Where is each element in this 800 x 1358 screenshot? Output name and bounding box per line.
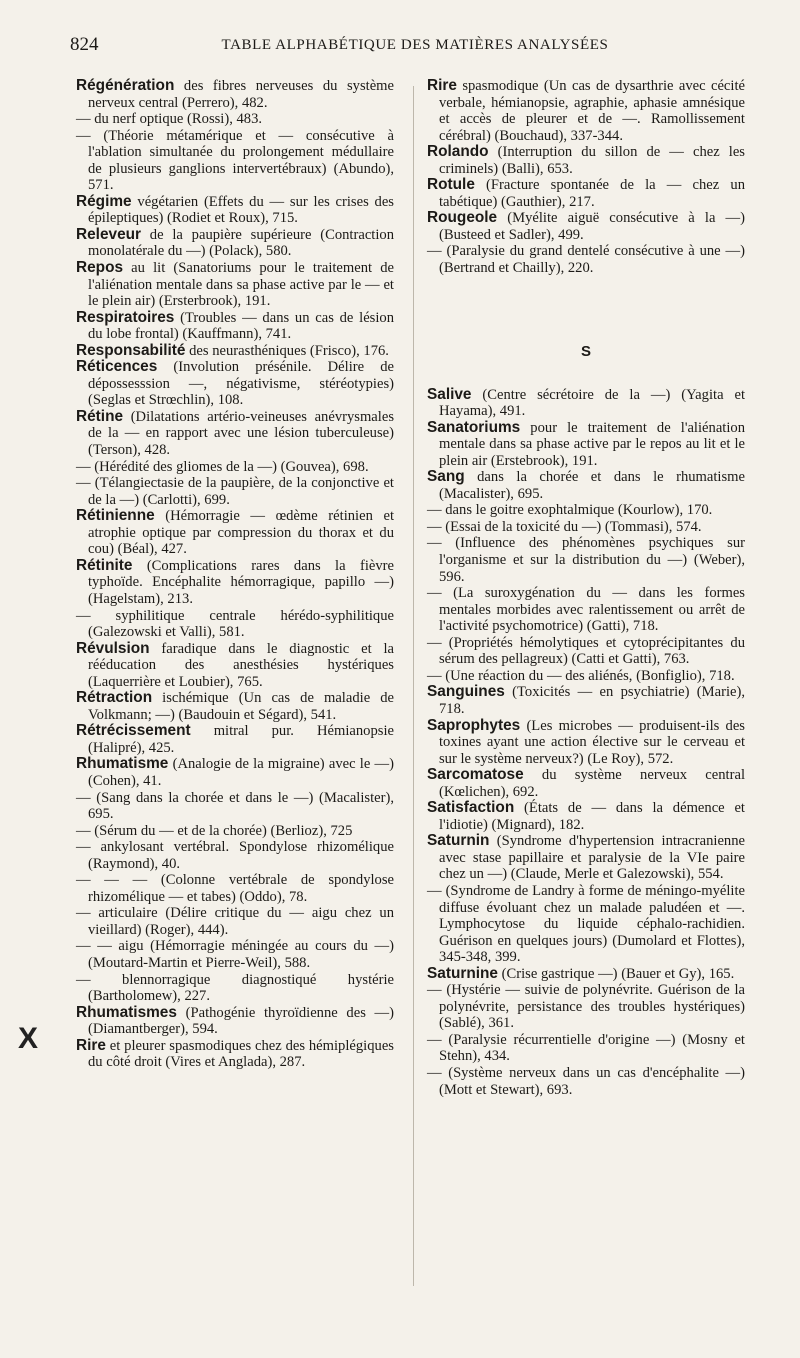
index-entry <box>427 243 745 276</box>
entry-headword: Rétinienne <box>76 507 155 525</box>
index-entry <box>76 459 394 476</box>
entry-text: et pleurer spasmodiques chez des hémiplégiques du côté droit (Vires et Anglada), 287. <box>88 1037 394 1071</box>
entry-text: faradique dans le diagnostic et la rééducation des anesthésies hystériques (Laquerrière et Loubier), 765. <box>88 640 394 690</box>
entry-text: — (Propriétés hémolytiques et cytoprécipitantes du sérum des pellagreux) (Catti et Gatti), 763. <box>427 634 745 668</box>
index-entry <box>427 966 745 983</box>
index-entries-r <box>427 78 745 277</box>
right-column <box>427 78 745 1098</box>
entry-headword: Rire <box>427 77 457 94</box>
entry-text: (Interruption du sillon de — chez les criminels) (Balli), 653. <box>439 144 745 177</box>
entry-headword: Révulsion <box>76 639 150 657</box>
entry-text: dans la chorée et dans le rhumatisme (Macalister), 695. <box>439 469 745 502</box>
entry-text: — dans le goitre exophtalmique (Kourlow), 170. <box>427 502 713 519</box>
entry-headword: Sang <box>427 468 465 486</box>
entry-text: (Hémorragie — œdème rétinien et atrophie optique par compression du thorax et du cou) (Béal), 427. <box>88 508 394 558</box>
index-entry <box>427 718 745 768</box>
entry-text: (Toxicités — en psychiatrie) (Marie), 718. <box>439 684 745 717</box>
entry-text: — — — (Colonne vertébrale de spondylose rhizomélique — et tabes) (Oddo), 78. <box>76 872 394 905</box>
entry-text: (Troubles — dans un cas de lésion du lobe frontal) (Kauffmann), 741. <box>88 309 394 343</box>
entry-text: (Syndrome d'hypertension intracranienne avec stase papillaire et paralysie de la VIe paire chez un —) (Claude, Merle et Galezowski), 554. <box>439 833 745 883</box>
index-entry <box>427 535 745 585</box>
index-entry <box>427 1032 745 1065</box>
index-entry <box>76 823 394 840</box>
index-entry <box>427 78 745 144</box>
column-divider <box>413 86 414 1286</box>
entry-text: du système nerveux central (Kœlichen), 692. <box>439 767 745 800</box>
entry-text: — (Télangiectasie de la paupière, de la conjonctive et de la —) (Carlotti), 699. <box>76 475 394 508</box>
index-entry <box>76 260 394 310</box>
index-entry <box>427 177 745 210</box>
entry-headword: Responsabilité <box>76 341 186 359</box>
index-entry <box>76 558 394 608</box>
entry-headword: Rétrécissement <box>76 722 191 740</box>
index-entry <box>427 420 745 470</box>
entry-text: — (Hérédité des gliomes de la —) (Gouvea), 698. <box>76 458 369 475</box>
index-entry <box>427 635 745 668</box>
index-entry <box>76 905 394 938</box>
index-entry <box>427 387 745 420</box>
margin-annotation: X <box>18 1022 39 1055</box>
entry-headword: Saprophytes <box>427 716 521 734</box>
section-letter: S <box>580 342 591 360</box>
entry-text: (Analogie de la migraine) avec le —) (Cohen), 41. <box>88 756 394 789</box>
index-entry <box>427 1065 745 1098</box>
index-entry <box>76 690 394 723</box>
index-entry <box>76 343 394 360</box>
index-entry <box>76 359 394 409</box>
entry-text: — (Paralysie récurrentielle d'origine —) (Mosny et Stehn), 434. <box>427 1031 745 1065</box>
entry-headword: Régénération <box>76 77 175 94</box>
index-entry <box>76 310 394 343</box>
index-entry <box>427 883 745 966</box>
entry-headword: Rotule <box>427 176 475 194</box>
entry-headword: Rétinite <box>76 556 133 574</box>
index-entry <box>427 469 745 502</box>
entry-text: — (La suroxygénation du — dans les formes mentales morbides avec ralentissement ou arrêt de l'activité psychomotrice) (Gatti), 718. <box>427 585 745 635</box>
entry-text: — (Théorie métamérique et — consécutive à l'ablation simultanée du prolongement médullaire de plusieurs ganglions intervertébraux) (Abundo), 571. <box>76 127 394 194</box>
index-entry <box>76 508 394 558</box>
index-entry <box>76 475 394 508</box>
entry-text: des fibres nerveuses du système nerveux central (Perrero), 482. <box>88 78 394 111</box>
index-entry <box>76 1038 394 1071</box>
entry-text: — articulaire (Délire critique du — aigu chez un vieillard) (Roger), 444). <box>76 905 394 938</box>
index-entry <box>76 938 394 971</box>
index-entry <box>76 790 394 823</box>
entry-headword: Rougeole <box>427 209 498 227</box>
entry-text: — (Sérum du — et de la chorée) (Berlioz), 725 <box>76 822 353 839</box>
entry-text: — (Une réaction du — des aliénés, (Bonfiglio), 718. <box>427 667 735 684</box>
entry-text: (Fracture spontanée de la — chez un tabétique) (Gauthier), 217. <box>439 177 745 210</box>
entry-text: (Myélite aiguë consécutive à la —) (Busteed et Sadler), 499. <box>439 210 745 243</box>
entry-text: (Involution présénile. Délire de dépossesssion —, négativisme, stéréotypies) (Seglas et Strœchlin), 108. <box>88 359 394 409</box>
index-entry <box>427 684 745 717</box>
page-number: 824 <box>70 34 99 55</box>
entry-text: végétarien (Effets du — sur les crises des épileptiques) (Rodiet et Roux), 715. <box>88 193 394 227</box>
index-entry <box>76 972 394 1005</box>
index-entry <box>76 756 394 789</box>
entry-headword: Rétine <box>76 407 124 425</box>
entry-text: (États de — dans la démence et l'idiotie) (Mignard), 182. <box>439 800 745 833</box>
entry-headword: Saturnine <box>427 964 498 982</box>
entry-text: ischémique (Un cas de maladie de Volkmann; —) (Baudouin et Ségard), 541. <box>88 690 394 723</box>
index-entry <box>76 641 394 691</box>
entry-text: mitral pur. Hémianopsie (Halipré), 425. <box>88 723 394 756</box>
entry-text: (Complications rares dans la fièvre typhoïde. Encéphalite hémorragique, papillo —) (Hagelstam), 213. <box>88 557 394 607</box>
entry-text: — (Essai de la toxicité du —) (Tommasi), 574. <box>427 518 702 535</box>
index-entry <box>76 227 394 260</box>
index-entry <box>427 585 745 635</box>
section-gap <box>427 277 745 317</box>
entry-headword: Rire <box>76 1036 106 1054</box>
entry-text: — ankylosant vertébral. Spondylose rhizomélique (Raymond), 40. <box>76 839 394 872</box>
index-entry <box>76 1005 394 1038</box>
entry-text: — (Sang dans la chorée et dans le —) (Macalister), 695. <box>76 789 394 823</box>
entry-headword: Satisfaction <box>427 799 515 817</box>
entry-text: (Crise gastrique —) (Bauer et Gy), 165. <box>497 965 735 982</box>
entry-text: — (Système nerveux dans un cas d'encéphalite —) (Mott et Stewart), 693. <box>427 1064 745 1098</box>
index-entry <box>76 194 394 227</box>
index-entry <box>76 111 394 128</box>
index-entry <box>427 144 745 177</box>
index-entry <box>76 409 394 459</box>
entry-headword: Rhumatismes <box>76 1003 177 1021</box>
entry-text: pour le traitement de l'aliénation mentale dans sa phase active par le repos au lit et le plein air (Erstebrook), 191. <box>439 419 745 469</box>
entry-headword: Rolando <box>427 143 489 161</box>
entry-text: — (Syndrome de Landry à forme de méningo-myélite diffuse évoluant chez un malade paludéen et —. Lymphocytose du liquide céphalo-rachidien. Guérison en quelques jours) (Dumolard et Flottes), 345-348, 399. <box>427 882 745 966</box>
entry-text: de la paupière supérieure (Contraction monolatérale du —) (Polack), 580. <box>88 226 394 260</box>
index-entries-left <box>76 78 394 1071</box>
entry-headword: Rhumatisme <box>76 755 169 773</box>
index-entry <box>76 128 394 194</box>
index-entry <box>427 833 745 883</box>
entry-headword: Sanguines <box>427 683 505 701</box>
running-title: TABLE ALPHABÉTIQUE DES MATIÈRES ANALYSÉES <box>221 37 609 53</box>
entry-text: — blennorragique diagnostiqué hystérie (Bartholomew), 227. <box>76 971 394 1005</box>
entry-text: (Centre sécrétoire de la —) (Yagita et Hayama), 491. <box>439 386 745 420</box>
entry-headword: Repos <box>76 259 124 277</box>
entry-headword: Saturnin <box>427 832 490 850</box>
entry-text: au lit (Sanatoriums pour le traitement de l'aliénation mentale dans sa phase active par le — et le plein air) (Ersterbrook), 191. <box>88 260 394 310</box>
entry-text: — du nerf optique (Rossi), 483. <box>76 111 263 128</box>
entry-headword: Respiratoires <box>76 308 175 326</box>
entry-text: — (Hystérie — suivie de polynévrite. Guérison de la polynévrite, persistance des troubles hystériques) (Sablé), 361. <box>427 982 745 1032</box>
index-entry <box>427 210 745 243</box>
index-entry <box>76 872 394 905</box>
entry-headword: Releveur <box>76 225 142 243</box>
entry-text: — (Influence des phénomènes psychiques sur l'organisme et sur la distribution du —) (Weber), 596. <box>427 535 745 585</box>
index-entry <box>427 502 745 519</box>
entry-headword: Rétraction <box>76 689 153 707</box>
index-entry <box>427 668 745 685</box>
entry-text: — (Paralysie du grand dentelé consécutive à une —) (Bertrand et Chailly), 220. <box>427 243 745 277</box>
entry-text: spasmodique (Un cas de dysarthrie avec cécité verbale, hémianopsie, agraphie, aphasie amnésique et accès de pleurer et de —. Ramollissement cérébral) (Bouchaud), 337-344. <box>439 78 745 144</box>
entry-headword: Salive <box>427 385 472 403</box>
page-header <box>70 34 760 60</box>
index-entry <box>427 800 745 833</box>
entry-text: (Pathogénie thyroïdienne des —) (Diamantberger), 594. <box>88 1004 394 1038</box>
index-entry <box>76 608 394 641</box>
entry-headword: Sarcomatose <box>427 766 524 784</box>
entry-headword: Réticences <box>76 358 158 376</box>
entry-headword: Régime <box>76 192 132 210</box>
entry-text: (Les microbes — produisent-ils des toxines ayant une action élective sur le cerveau et sur le système nerveux?) (Le Roy), 572. <box>439 717 745 767</box>
entry-headword: Sanatoriums <box>427 418 521 436</box>
index-entry <box>76 723 394 756</box>
index-entry <box>427 982 745 1032</box>
entry-text: des neurasthéniques (Frisco), 176. <box>185 342 389 359</box>
index-entry <box>76 78 394 111</box>
left-column <box>76 78 394 1071</box>
index-entries-s <box>427 387 745 1099</box>
index-entry <box>427 767 745 800</box>
index-entry <box>76 839 394 872</box>
entry-text: — syphilitique centrale hérédo-syphilitique (Galezowski et Valli), 581. <box>76 607 394 641</box>
index-entry <box>427 519 745 536</box>
entry-text: (Dilatations artério-veineuses anévrysmales de la — en rapport avec une lésion tuberculeuse) (Terson), 428. <box>88 408 394 459</box>
entry-text: — — aigu (Hémorragie méningée au cours du —) (Moutard-Martin et Pierre-Weil), 588. <box>76 938 394 971</box>
